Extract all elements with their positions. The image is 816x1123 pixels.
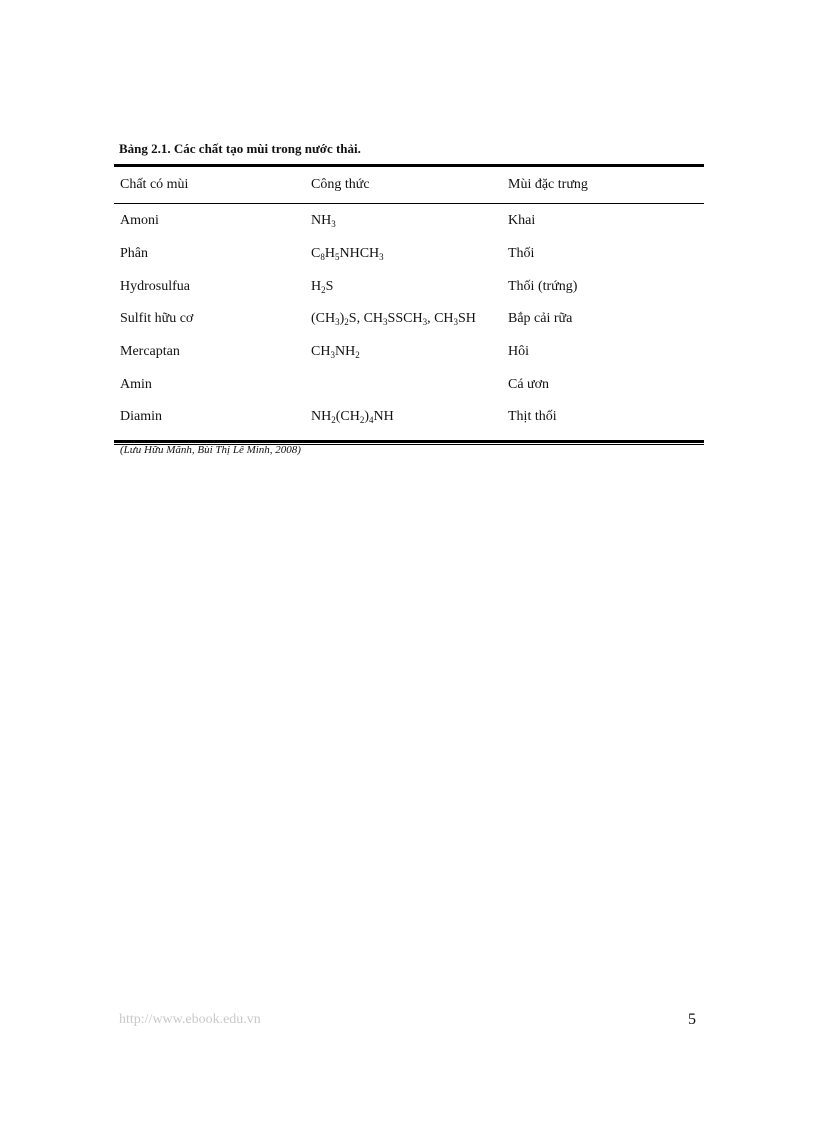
cell-substance: Amin xyxy=(120,376,152,392)
cell-smell: Bắp cải rữa xyxy=(508,311,573,327)
formula-subscript: 3 xyxy=(330,350,335,361)
formula-subscript: 3 xyxy=(379,252,384,263)
header-substance: Chất có mùi xyxy=(120,177,189,192)
formula-subscript: 2 xyxy=(344,317,349,328)
formula-subscript: 3 xyxy=(383,317,388,328)
header-formula: Công thức xyxy=(311,177,370,192)
cell-formula: $CH_3NH_2$ xyxy=(311,344,360,361)
table-body xyxy=(114,204,704,434)
footer-url[interactable]: http://www.ebook.edu.vn xyxy=(119,1012,261,1027)
formula-subscript: 3 xyxy=(422,317,428,328)
cell-smell: Thối xyxy=(508,246,535,262)
table-row xyxy=(114,336,704,369)
formula-subscript: 4 xyxy=(369,415,374,426)
table-row xyxy=(114,368,704,401)
cell-smell: Hôi xyxy=(508,344,529,360)
formula-subscript: 2 xyxy=(321,284,326,295)
table-header-row xyxy=(114,167,704,203)
formula-subscript: 3 xyxy=(335,317,340,328)
cell-substance: Amoni xyxy=(120,213,159,229)
cell-substance: Mercaptan xyxy=(120,344,180,360)
header-smell: Mùi đặc trưng xyxy=(508,177,588,192)
page-number: 5 xyxy=(688,1011,696,1028)
formula-subscript: 5 xyxy=(334,252,340,263)
cell-formula: $NH_3$ xyxy=(311,213,336,230)
table-row xyxy=(114,401,704,434)
table-row xyxy=(114,205,704,238)
cell-formula: $C_8H_5NHCH_3$ xyxy=(311,246,384,263)
cell-formula: $(CH_3)_2S$, $CH_3SSCH_3$, $CH_3SH$ xyxy=(311,311,476,328)
cell-substance: Phân xyxy=(120,246,148,262)
cell-substance: Sulfit hữu cơ xyxy=(120,311,194,327)
source-citation: (Lưu Hữu Mãnh, Bùi Thị Lê Minh, 2008) xyxy=(120,444,301,456)
formula-subscript: 2 xyxy=(331,415,336,426)
odor-table xyxy=(114,164,704,445)
cell-substance: Diamin xyxy=(120,409,162,425)
cell-formula: $H_2S$ xyxy=(311,278,334,295)
cell-substance: Hydrosulfua xyxy=(120,278,190,294)
table-row xyxy=(114,270,704,303)
cell-formula: $NH_2(CH_2)_4NH$ xyxy=(311,409,394,426)
table-caption: Bảng 2.1. Các chất tạo mùi trong nước thải. xyxy=(119,141,361,156)
table-row xyxy=(114,238,704,271)
cell-smell: Thịt thối xyxy=(508,409,557,425)
table-row xyxy=(114,303,704,336)
formula-subscript: 3 xyxy=(453,317,459,328)
cell-smell: Khai xyxy=(508,213,536,229)
cell-smell: Thối (trứng) xyxy=(508,278,578,294)
formula-subscript: 3 xyxy=(331,219,336,230)
formula-subscript: 8 xyxy=(320,252,325,263)
formula-subscript: 2 xyxy=(359,415,365,426)
formula-subscript: 2 xyxy=(355,350,360,361)
cell-smell: Cá ươn xyxy=(508,376,550,392)
